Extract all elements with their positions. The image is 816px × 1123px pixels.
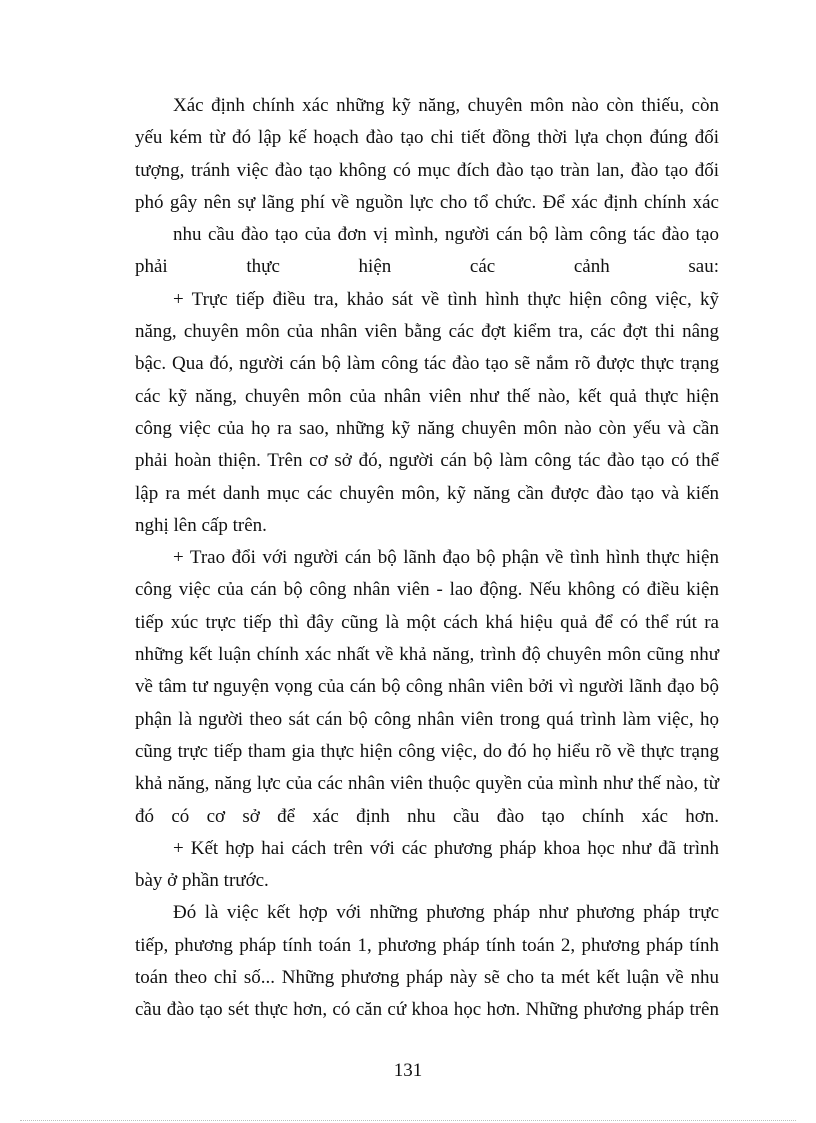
- text-line: khả năng, năng lực của các nhân viên thuộc quyền của mình như thế nào, từ: [135, 773, 719, 795]
- text-line: cũng trực tiếp tham gia thực hiện công việc, do đó họ hiểu rõ về thực trạng: [135, 740, 719, 762]
- text-line: Xác định chính xác những kỹ năng, chuyên môn nào còn thiếu, còn: [173, 95, 719, 116]
- text-line: Đó là việc kết hợp với những phương pháp như phương pháp trực: [173, 902, 719, 924]
- text-line: nhu cầu đào tạo của đơn vị mình, người cán bộ làm công tác đào tạo: [173, 224, 719, 246]
- text-line: công việc của họ ra sao, những kỹ năng chuyên môn nào còn yếu và cần: [135, 417, 719, 439]
- text-line: phận là người theo sát cán bộ công nhân viên trong quá trình làm việc, họ: [135, 708, 719, 730]
- text-line: bậc. Qua đó, người cán bộ làm công tác đào tạo sẽ nắm rõ được thực trạng: [135, 353, 719, 375]
- text-line: + Trao đổi với người cán bộ lãnh đạo bộ phận về tình hình thực hiện: [173, 547, 719, 569]
- text-line: lập ra mét danh mục các chuyên môn, kỹ năng cần được đào tạo và kiến: [135, 482, 719, 504]
- text-line: + Trực tiếp điều tra, khảo sát về tình hình thực hiện công việc, kỹ: [173, 288, 719, 310]
- text-line: phải hoàn thiện. Trên cơ sở đó, người cán bộ làm công tác đào tạo có thể: [135, 450, 719, 472]
- body-text: [135, 90, 719, 1027]
- text-line: tiếp xúc trực tiếp thì đây cũng là một cách khá hiệu quả để có thể rút ra: [135, 611, 719, 633]
- footer-divider: [20, 1120, 796, 1121]
- text-line: các kỹ năng, chuyên môn của nhân viên như thế nào, kết quả thực hiện: [135, 385, 719, 407]
- text-line: những kết luận chính xác nhất về khả năng, trình độ chuyên môn cũng như: [135, 644, 719, 666]
- text-line: năng, chuyên môn của nhân viên bằng các đợt kiểm tra, các đợt thi nâng: [135, 321, 719, 343]
- text-line: phó gây nên sự lãng phí về nguồn lực cho tổ chức. Để xác định chính xác: [135, 191, 719, 213]
- text-line: toán theo chỉ số... Những phương pháp này sẽ cho ta mét kết luận về nhu: [135, 967, 719, 989]
- text-line: về tâm tư nguyện vọng của cán bộ công nhân viên bởi vì người lãnh đạo bộ: [135, 676, 719, 698]
- text-line: + Kết hợp hai cách trên với các phương pháp khoa học như đã trình: [173, 837, 719, 859]
- text-line: công việc của cán bộ công nhân viên - lao động. Nếu không có điều kiện: [135, 579, 719, 601]
- page-number: 131: [393, 1060, 423, 1081]
- text-line: tượng, tránh việc đào tạo không có mục đích đào tạo tràn lan, đào tạo đối: [135, 159, 719, 181]
- text-line: phải thực hiện các cảnh sau:: [135, 256, 719, 278]
- text-line: bày ở phần trước.: [135, 870, 269, 892]
- text-line: nghị lên cấp trên.: [135, 514, 267, 536]
- text-line: cầu đào tạo sét thực hơn, có căn cứ khoa học hơn. Những phương pháp trên: [135, 999, 719, 1021]
- text-line: tiếp, phương pháp tính toán 1, phương pháp tính toán 2, phương pháp tính: [135, 934, 719, 956]
- text-line: yếu kém từ đó lập kế hoạch đào tạo chi tiết đồng thời lựa chọn đúng đối: [135, 127, 719, 149]
- text-line: đó có cơ sở để xác định nhu cầu đào tạo chính xác hơn.: [135, 805, 719, 827]
